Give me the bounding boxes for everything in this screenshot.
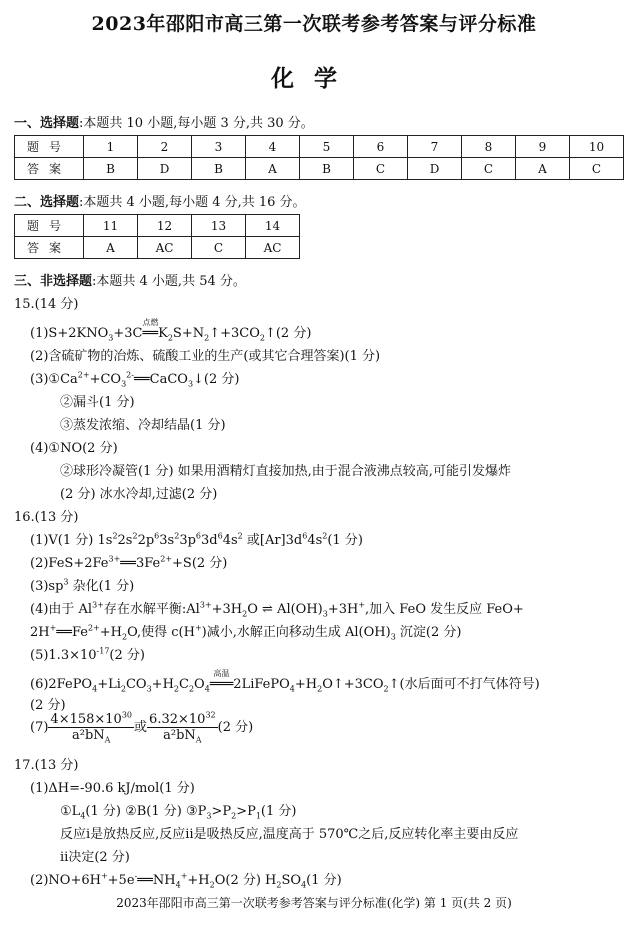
- q15-line2: (2)含硫矿物的冶炼、硫酸工业的生产(或其它合理答案)(1 分): [30, 349, 381, 364]
- q16-line9: (7) $\frac{4\times 158\times 10^{30}}{a^2bN_A}$ 或 $\frac{6.32\times 10^{32}}{a^2bN_A}$ (2 分): [30, 710, 254, 745]
- q17-line1: (1)ΔH=-90.6 kJ/mol(1 分): [30, 781, 195, 796]
- section1-heading: 一、选择题:本题共 10 小题,每小题 3 分,共 30 分。: [14, 116, 314, 131]
- q15-heading: 15.(14 分): [14, 297, 79, 312]
- q16-line6: $(5)1.3\times 10^{-17}(2$ 分): [30, 646, 145, 663]
- q15-line7: ②球形冷凝管(1 分) 如果用酒精灯直接加热,由于混合液沸点较高,可能引发爆炸: [60, 464, 511, 479]
- section2-answer-table: [14, 214, 300, 259]
- section1-answer-table: [14, 135, 624, 180]
- q15-line4: ②漏斗(1 分): [60, 395, 135, 410]
- q15-line6: (4)①NO(2 分): [30, 441, 118, 456]
- subject-title: 化学: [271, 65, 357, 92]
- q17-line5: $(2)NO+6H^++5e^-══NH_4^++H_2O(2$ 分) $H_2SO_4(1$ 分): [30, 871, 342, 890]
- q16-line4: (4)由于 $Al^{3+}$存在水解平衡$:Al^{3+}+3H_2O$ ⇌ $Al(OH)_3+3H^+$,加入 FeO 发生反应 FeO+: [30, 600, 524, 619]
- q16-line1: (1)V(1 分) $1s^22s^22p^63s^23p^63d^64s^2$ 或$[Ar]3d^64s^2(1$ 分): [30, 531, 363, 548]
- table-row: 题号 1 2 3 4 5 6 7 8 9 10: [15, 136, 624, 158]
- q16-line7: $(6)2FePO_4+Li_2CO_3+H_2C_2O_4$ 高温 $═══2LiFePO_4+H_2O↑+3CO_2↑$(水后面可不打气体符号): [30, 669, 540, 694]
- q15-line5: ③蒸发浓缩、冷却结晶(1 分): [60, 418, 226, 433]
- q16-heading: 16.(13 分): [14, 510, 79, 525]
- table-row: 答案 A AC C AC: [15, 237, 300, 259]
- table-row: 题号 11 12 13 14: [15, 215, 300, 237]
- q16-line2: $(2)FeS+2Fe^{3+}══3Fe^{2+}+S(2$ 分): [30, 554, 228, 571]
- q15-line8: (2 分) 冰水冷却,过滤(2 分): [60, 487, 218, 502]
- page-title: 2023年邵阳市高三第一次联考参考答案与评分标准: [91, 13, 537, 35]
- q16-line5: $2H^+══Fe^{2+}+H_2O$,使得 c(H+)减小,水解正向移动生成 $Al(OH)_3$ 沉淀(2 分): [30, 623, 462, 642]
- q17-line3: 反应ⅰ是放热反应,反应ⅱ是吸热反应,温度高于 570℃之后,反应转化率主要由反应: [60, 827, 519, 842]
- q17-line4: ⅱ决定(2 分): [60, 850, 130, 865]
- q15-line3: $(3)①Ca^{2+}+CO_3^{2-}══CaCO_3↓(2$ 分): [30, 370, 240, 389]
- q16-line8: (2 分): [30, 698, 66, 713]
- section3-heading: 三、非选择题:本题共 4 小题,共 54 分。: [14, 274, 246, 289]
- q15-line1: $(1)S+2KNO_3+3C$ 点燃 $══K_2S+N_2↑+3CO_2↑(2$ 分): [30, 318, 312, 343]
- section2-heading: 二、选择题:本题共 4 小题,每小题 4 分,共 16 分。: [14, 195, 306, 210]
- q17-line2: $①L_4(1$ 分) ②B(1 分) $③P_3>P_2>P_1(1$ 分): [60, 804, 297, 821]
- page-footer: 2023年邵阳市高三第一次联考参考答案与评分标准(化学) 第 1 页(共 2 页): [116, 896, 512, 910]
- q17-heading: 17.(13 分): [14, 758, 79, 773]
- q16-line3: $(3)sp^3$ 杂化(1 分): [30, 577, 135, 594]
- table-row: 答案 B D B A B C D C A C: [15, 158, 624, 180]
